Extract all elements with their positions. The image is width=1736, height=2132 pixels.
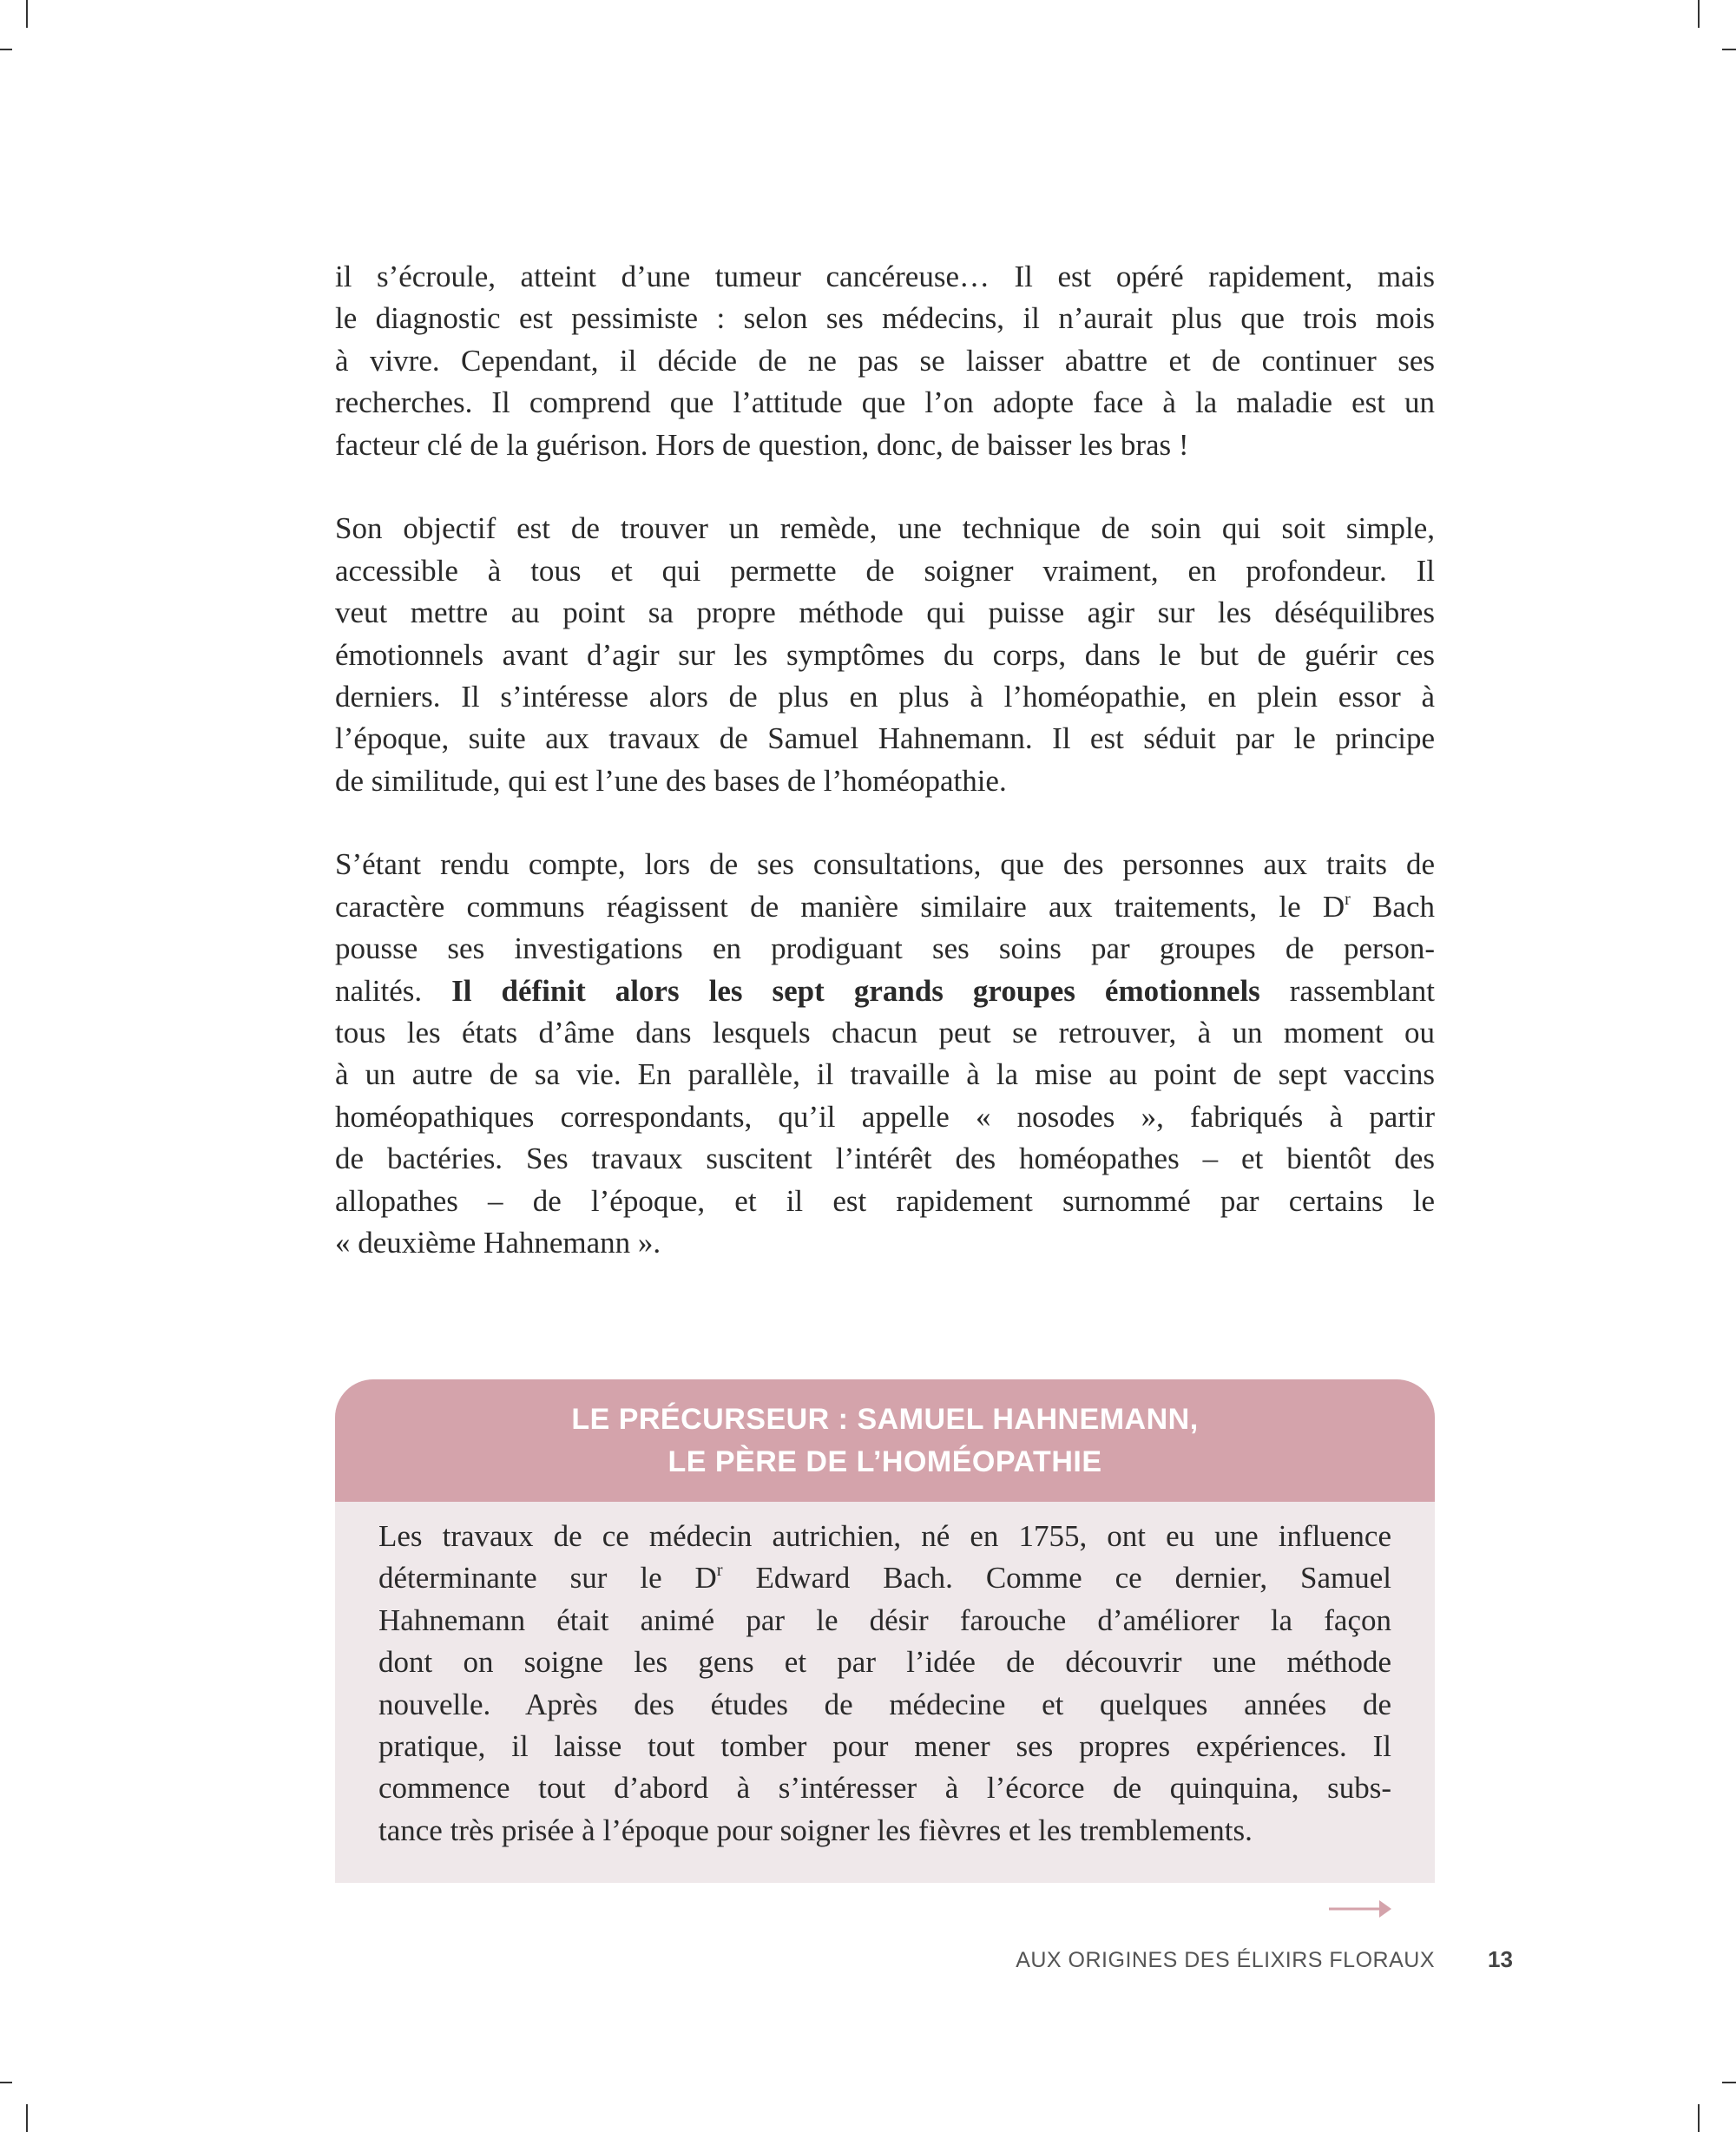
box-header xyxy=(335,1379,1435,1502)
text-line xyxy=(378,1516,1391,1557)
text-line xyxy=(378,1600,1391,1642)
text-segment: émotionnels avant d’agir sur les symptômes du corps, dans le but de guérir ces xyxy=(335,637,1435,672)
superscript: r xyxy=(716,1561,723,1581)
text-segment: déterminante sur le D xyxy=(378,1561,717,1596)
text-line xyxy=(335,340,1435,382)
text-line xyxy=(335,844,1435,885)
text-line xyxy=(378,1767,1391,1809)
text-line xyxy=(335,676,1435,718)
text-segment: recherches. Il comprend que l’attitude que l’on adopte face à la maladie est un xyxy=(335,385,1435,420)
box-body-text xyxy=(378,1516,1391,1852)
crop-mark xyxy=(0,49,12,50)
text-segment: pratique, il laisse tout tomber pour mener ses propres expériences. Il xyxy=(378,1728,1391,1763)
text-segment: Edward Bach. Comme ce dernier, Samuel xyxy=(722,1561,1391,1596)
text-line xyxy=(335,592,1435,634)
crop-mark xyxy=(1698,0,1700,28)
page-number: 13 xyxy=(1488,1946,1513,1972)
bold-text: Il définit alors les sept grands groupes émotionnels xyxy=(451,973,1260,1008)
text-segment: Hahnemann était animé par le désir farouche d’améliorer la façon xyxy=(378,1602,1391,1637)
text-line xyxy=(335,1138,1435,1180)
text-segment: accessible à tous et qui permette de soigner vraiment, en profondeur. Il xyxy=(335,553,1435,588)
text-line xyxy=(378,1726,1391,1767)
text-line xyxy=(335,718,1435,760)
box-title-line-2: LE PÈRE DE L’HOMÉOPATHIE xyxy=(667,1445,1102,1478)
text-segment: derniers. Il s’intéresse alors de plus en plus à l’homéopathie, en plein essor à xyxy=(335,679,1435,714)
text-segment: l’époque, suite aux travaux de Samuel Hahnemann. Il est séduit par le principe xyxy=(335,721,1435,756)
crop-mark xyxy=(1722,49,1736,50)
text-segment: tous les états d’âme dans lesquels chacun peut se retrouver, à un moment ou xyxy=(335,1016,1435,1050)
text-line xyxy=(335,1096,1435,1138)
text-line xyxy=(378,1642,1391,1683)
text-line xyxy=(378,1810,1391,1852)
text-line xyxy=(335,424,1435,466)
text-segment: S’étant rendu compte, lors de ses consultations, que des personnes aux traits de xyxy=(335,847,1435,882)
text-line xyxy=(335,1012,1435,1054)
text-segment: à vivre. Cependant, il décide de ne pas se laisser abattre et de continuer ses xyxy=(335,343,1435,378)
text-segment: facteur clé de la guérison. Hors de question, donc, de baisser les bras ! xyxy=(335,427,1189,462)
text-segment: nouvelle. Après des études de médecine et quelques années de xyxy=(378,1687,1391,1721)
text-segment: Les travaux de ce médecin autrichien, né en 1755, ont eu une influence xyxy=(378,1519,1391,1553)
paragraph-break xyxy=(335,802,1435,844)
text-segment: nalités. xyxy=(335,973,452,1008)
superscript: r xyxy=(1345,889,1351,909)
crop-mark xyxy=(0,2082,12,2083)
sidebar-box xyxy=(335,1379,1435,1883)
text-segment: veut mettre au point sa propre méthode qui puisse agir sur les déséquilibres xyxy=(335,596,1435,630)
text-line xyxy=(335,1181,1435,1222)
text-segment: rassemblant xyxy=(1259,973,1435,1008)
text-segment: à un autre de sa vie. En parallèle, il travaille à la mise au point de sept vaccins xyxy=(335,1057,1435,1092)
text-line xyxy=(378,1684,1391,1726)
text-segment: le diagnostic est pessimiste : selon ses médecins, il n’aurait plus que trois mois xyxy=(335,301,1435,336)
text-segment: de similitude, qui est l’une des bases de l’homéopathie. xyxy=(335,763,1007,798)
paragraph-break xyxy=(335,466,1435,508)
body-text xyxy=(335,256,1435,1264)
text-segment: pousse ses investigations en prodiguant ses soins par groupes de person- xyxy=(335,931,1435,966)
text-segment: commence tout d’abord à s’intéresser à l’écorce de quinquina, subs- xyxy=(378,1771,1391,1806)
text-line xyxy=(335,298,1435,339)
crop-mark xyxy=(26,0,28,28)
arrow-right-icon xyxy=(1329,1899,1391,1918)
text-line xyxy=(335,382,1435,424)
text-line xyxy=(335,1054,1435,1096)
text-line xyxy=(335,928,1435,970)
text-line xyxy=(335,1222,1435,1264)
crop-mark xyxy=(26,2104,28,2132)
text-segment: caractère communs réagissent de manière similaire aux traitements, le D xyxy=(335,889,1345,924)
text-line xyxy=(335,256,1435,298)
crop-mark xyxy=(1698,2104,1700,2132)
text-line xyxy=(335,971,1435,1012)
crop-mark xyxy=(1722,2082,1736,2083)
text-line xyxy=(335,886,1435,928)
text-line xyxy=(335,550,1435,592)
text-segment: dont on soigne les gens et par l’idée de découvrir une méthode xyxy=(378,1645,1391,1680)
text-line xyxy=(335,635,1435,676)
text-segment: Son objectif est de trouver un remède, une technique de soin qui soit simple, xyxy=(335,511,1435,546)
text-line xyxy=(335,760,1435,802)
text-segment: tance très prisée à l’époque pour soigner les fièvres et les tremblements. xyxy=(378,1813,1253,1847)
text-segment: homéopathiques correspondants, qu’il appelle « nosodes », fabriqués à partir xyxy=(335,1099,1435,1134)
running-footer: AUX ORIGINES DES ÉLIXIRS FLORAUX xyxy=(1016,1948,1435,1972)
text-line xyxy=(378,1557,1391,1599)
text-segment: allopathes – de l’époque, et il est rapidement surnommé par certains le xyxy=(335,1183,1435,1218)
text-segment: « deuxième Hahnemann ». xyxy=(335,1225,661,1260)
box-title-line-1: LE PRÉCURSEUR : SAMUEL HAHNEMANN, xyxy=(571,1403,1199,1436)
text-segment: de bactéries. Ses travaux suscitent l’intérêt des homéopathes – et bientôt des xyxy=(335,1142,1435,1176)
text-line xyxy=(335,508,1435,549)
text-segment: il s’écroule, atteint d’une tumeur cancéreuse… Il est opéré rapidement, mais xyxy=(335,260,1435,293)
text-segment: Bach xyxy=(1350,889,1435,924)
